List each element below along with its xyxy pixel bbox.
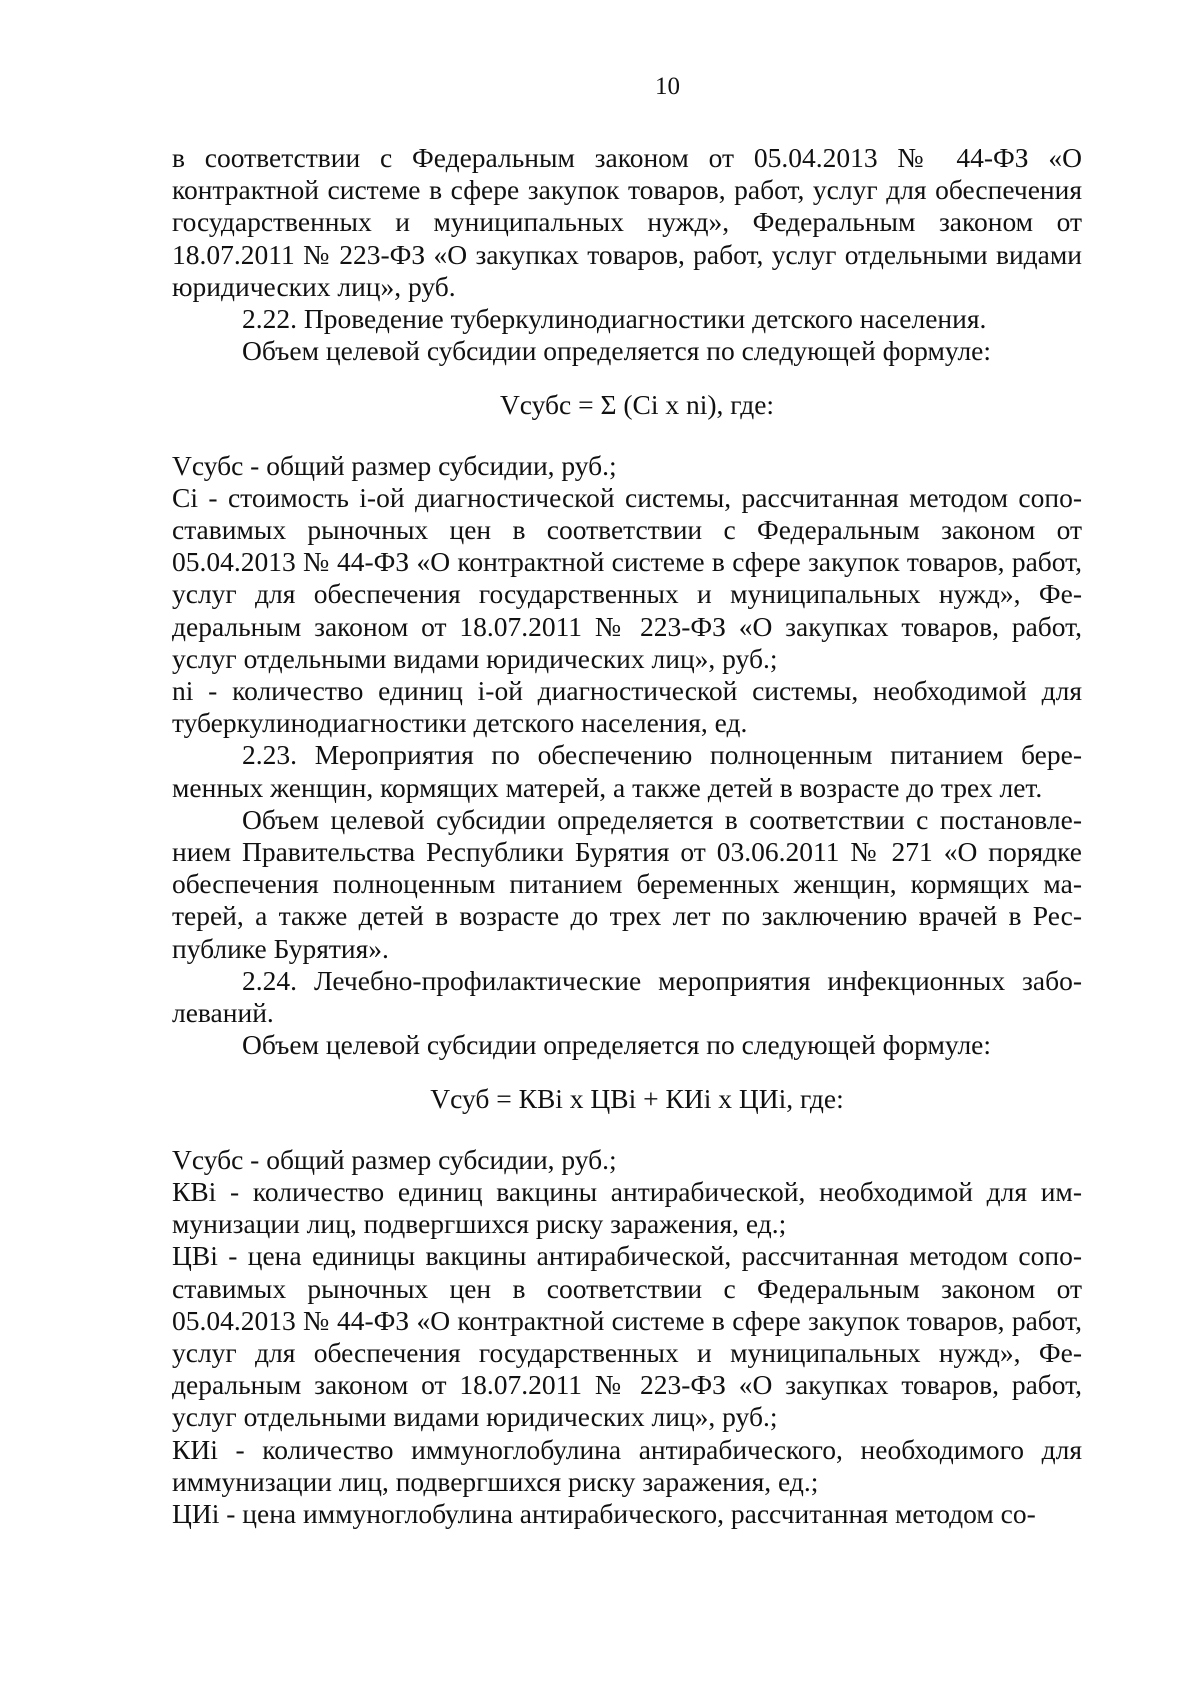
definition-tsii: ЦИi - цена иммуноглобулина антирабического, рассчитанная методом со-: [172, 1497, 1036, 1529]
formula-tuberculin: Vсубс = Σ (Ci x ni), где:: [499, 389, 775, 421]
page-number: 10: [655, 73, 680, 100]
paragraph-law-reference: в соответствии с Федеральным законом от 05.04.2013 № 44-ФЗ «О контрактной системе в сфере закупок товаров, работ, услуг для обеспечения государственных и муниципальных нужд», Федеральным законом от 18.07.2011 № 223-ФЗ «О закупках товаров, работ, услуг отдельными видами юридических лиц», руб.: [172, 142, 1082, 302]
paragraph-resolution-reference: Объем целевой субсидии определяется в соответствии с постановлением Правительства Республики Бурятия от 03.06.2011 № 271 «О порядке обеспечения полноценным питанием беременных женщин, кормящих матерей, а также детей в возрасте до трех лет по заключению врачей в Республике Бурятия».: [172, 803, 1082, 964]
definition-kvi: КВi - количество единиц вакцины антирабической, необходимой для иммунизации лиц, подвергшихся риску заражения, ед.;: [172, 1175, 1082, 1240]
formula-intro-2: Объем целевой субсидии определяется по следующей формуле:: [242, 1029, 992, 1061]
definition-ni: ni - количество единиц i-ой диагностической системы, необходимой для туберкулинодиагностики детского населения, ед.: [172, 675, 1082, 739]
definition-kii: КИi - количество иммуноглобулина антирабического, необходимого для иммунизации лиц, подвергшихся риску заражения, ед.;: [172, 1433, 1082, 1497]
definition-vsubs-2: Vсубс - общий размер субсидии, руб.;: [172, 1143, 617, 1175]
definition-tsvi: ЦВi - цена единицы вакцины антирабической, рассчитанная методом сопоставимых рыночных цен в соответствии с Федеральным законом от 05.04.2013 № 44-ФЗ «О контрактной системе в сфере закупок товаров, работ, услуг для обеспечения государственных и муниципальных нужд», Федеральным законом от 18.07.2011 № 223-ФЗ «О закупках товаров, работ, услуг отдельными видами юридических лиц», руб.;: [172, 1240, 1082, 1433]
section-2-23-heading: 2.23. Мероприятия по обеспечению полноценным питанием беременных женщин, кормящих матерей, а также детей в возрасте до трех лет.: [172, 739, 1082, 803]
definition-ci: Ci - стоимость i-ой диагностической системы, рассчитанная методом сопоставимых рыночных цен в соответствии с Федеральным законом от 05.04.2013 № 44-ФЗ «О контрактной системе в сфере закупок товаров, работ, услуг для обеспечения государственных и муниципальных нужд», Федеральным законом от 18.07.2011 № 223-ФЗ «О закупках товаров, работ, услуг отдельными видами юридических лиц», руб.;: [172, 481, 1082, 674]
section-2-24-heading: 2.24. Лечебно-профилактические мероприятия инфекционных заболеваний.: [172, 964, 1082, 1029]
section-2-22-heading: 2.22. Проведение туберкулинодиагностики детского населения.: [242, 303, 987, 335]
formula-intro: Объем целевой субсидии определяется по следующей формуле:: [242, 335, 992, 367]
formula-vaccine: Vсуб = КВi x ЦВi + КИi x ЦИi, где:: [430, 1083, 844, 1115]
document-body: [172, 142, 1082, 1530]
definition-vsubs: Vсубс - общий размер субсидии, руб.;: [172, 449, 617, 481]
